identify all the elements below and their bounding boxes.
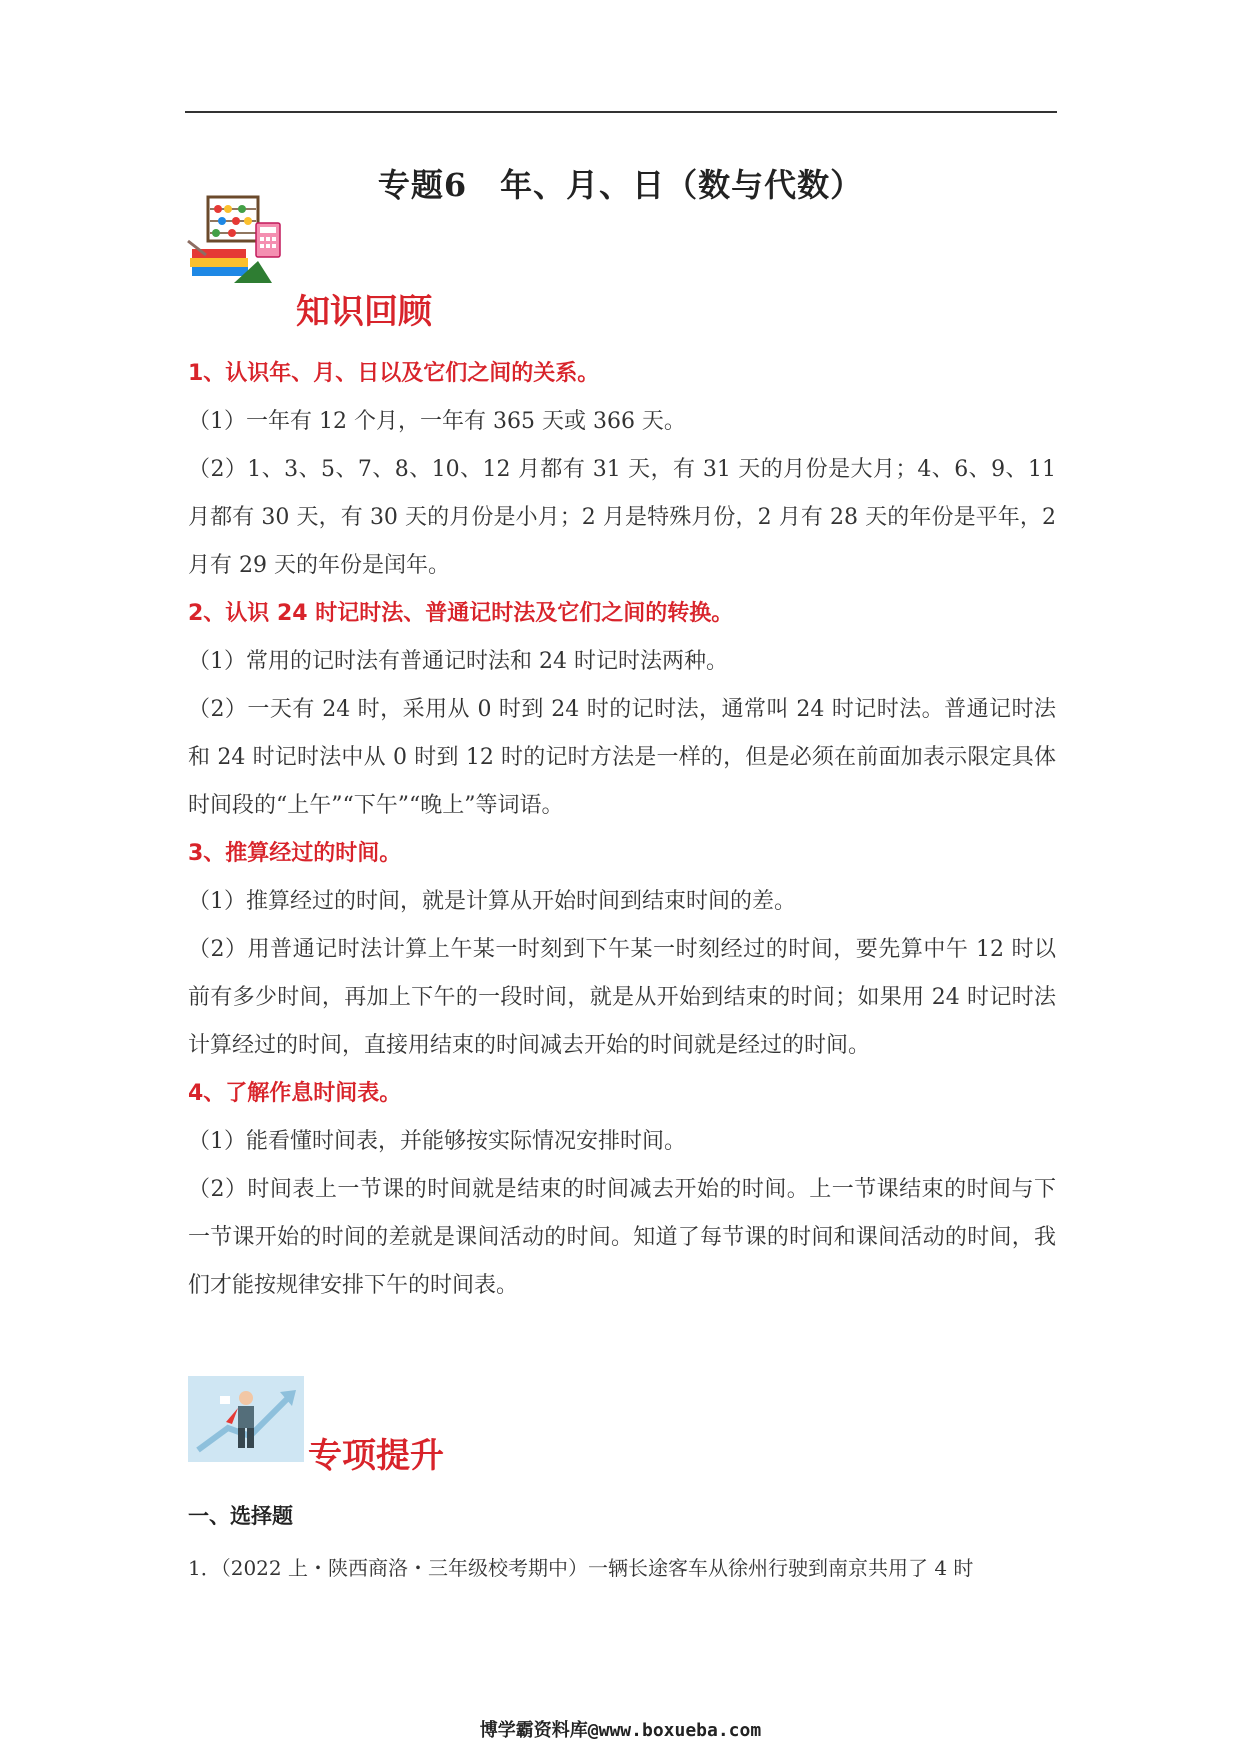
section-heading-practice: 专项提升 <box>308 1436 444 1476</box>
review-item <box>188 350 1056 590</box>
top-rule <box>185 111 1057 113</box>
review-item <box>188 590 1056 830</box>
review-paragraph: （2）一天有 24 时，采用从 0 时到 24 时的记时法，通常叫 24 时记时法。普通记时法和 24 时记时法中从 0 时到 12 时的记时方法是一样的，但是必须在前面加表示限定具体时间段的“上午”“下午”“晚上”等词语。 <box>188 697 1056 818</box>
review-item-heading: 4、了解作息时间表。 <box>188 1081 402 1106</box>
section-heading-review: 知识回顾 <box>296 292 432 332</box>
review-paragraph: （1）推算经过的时间，就是计算从开始时间到结束时间的差。 <box>188 889 796 914</box>
review-item-heading: 1、认识年、月、日以及它们之间的关系。 <box>188 361 600 386</box>
review-paragraph: （1）一年有 12 个月，一年有 365 天或 366 天。 <box>188 409 686 434</box>
review-content <box>188 350 1056 1310</box>
review-paragraph: （1）常用的记时法有普通记时法和 24 时记时法两种。 <box>188 649 728 674</box>
review-paragraph: （2）时间表上一节课的时间就是结束的时间减去开始的时间。上一节课结束的时间与下一节课开始的时间的差就是课间活动的时间。知道了每节课的时间和课间活动的时间，我们才能按规律安排下午的时间表。 <box>188 1177 1056 1298</box>
growth-person-icon <box>188 1376 304 1462</box>
review-paragraph: （1）能看懂时间表，并能够按实际情况安排时间。 <box>188 1129 686 1154</box>
question-1-text: 1．（2022 上・陕西商洛・三年级校考期中）一辆长途客车从徐州行驶到南京共用了 4 时 <box>188 1556 974 1580</box>
page-title: 专题6 年、月、日（数与代数） <box>377 166 864 204</box>
question-section-title: 一、选择题 <box>188 1504 293 1528</box>
review-item <box>188 1070 1056 1310</box>
review-paragraph: （2）用普通记时法计算上午某一时刻到下午某一时刻经过的时间，要先算中午 12 时以前有多少时间，再加上下午的一段时间，就是从开始到结束的时间；如果用 24 时记时法计算经过的时间，直接用结束的时间减去开始的时间就是经过的时间。 <box>188 937 1056 1058</box>
review-item-heading: 3、推算经过的时间。 <box>188 841 402 866</box>
footer-watermark: 博学霸资料库@www.boxueba.com <box>479 1720 762 1741</box>
review-item <box>188 830 1056 1070</box>
review-item-heading: 2、认识 24 时记时法、普通记时法及它们之间的转换。 <box>188 601 734 626</box>
review-paragraph: （2）1、3、5、7、8、10、12 月都有 31 天，有 31 天的月份是大月；4、6、9、11 月都有 30 天，有 30 天的月份是小月；2 月是特殊月份，2 月有 28 天的年份是平年，2 月有 29 天的年份是闰年。 <box>188 457 1056 578</box>
books-abacus-icon <box>186 193 286 293</box>
